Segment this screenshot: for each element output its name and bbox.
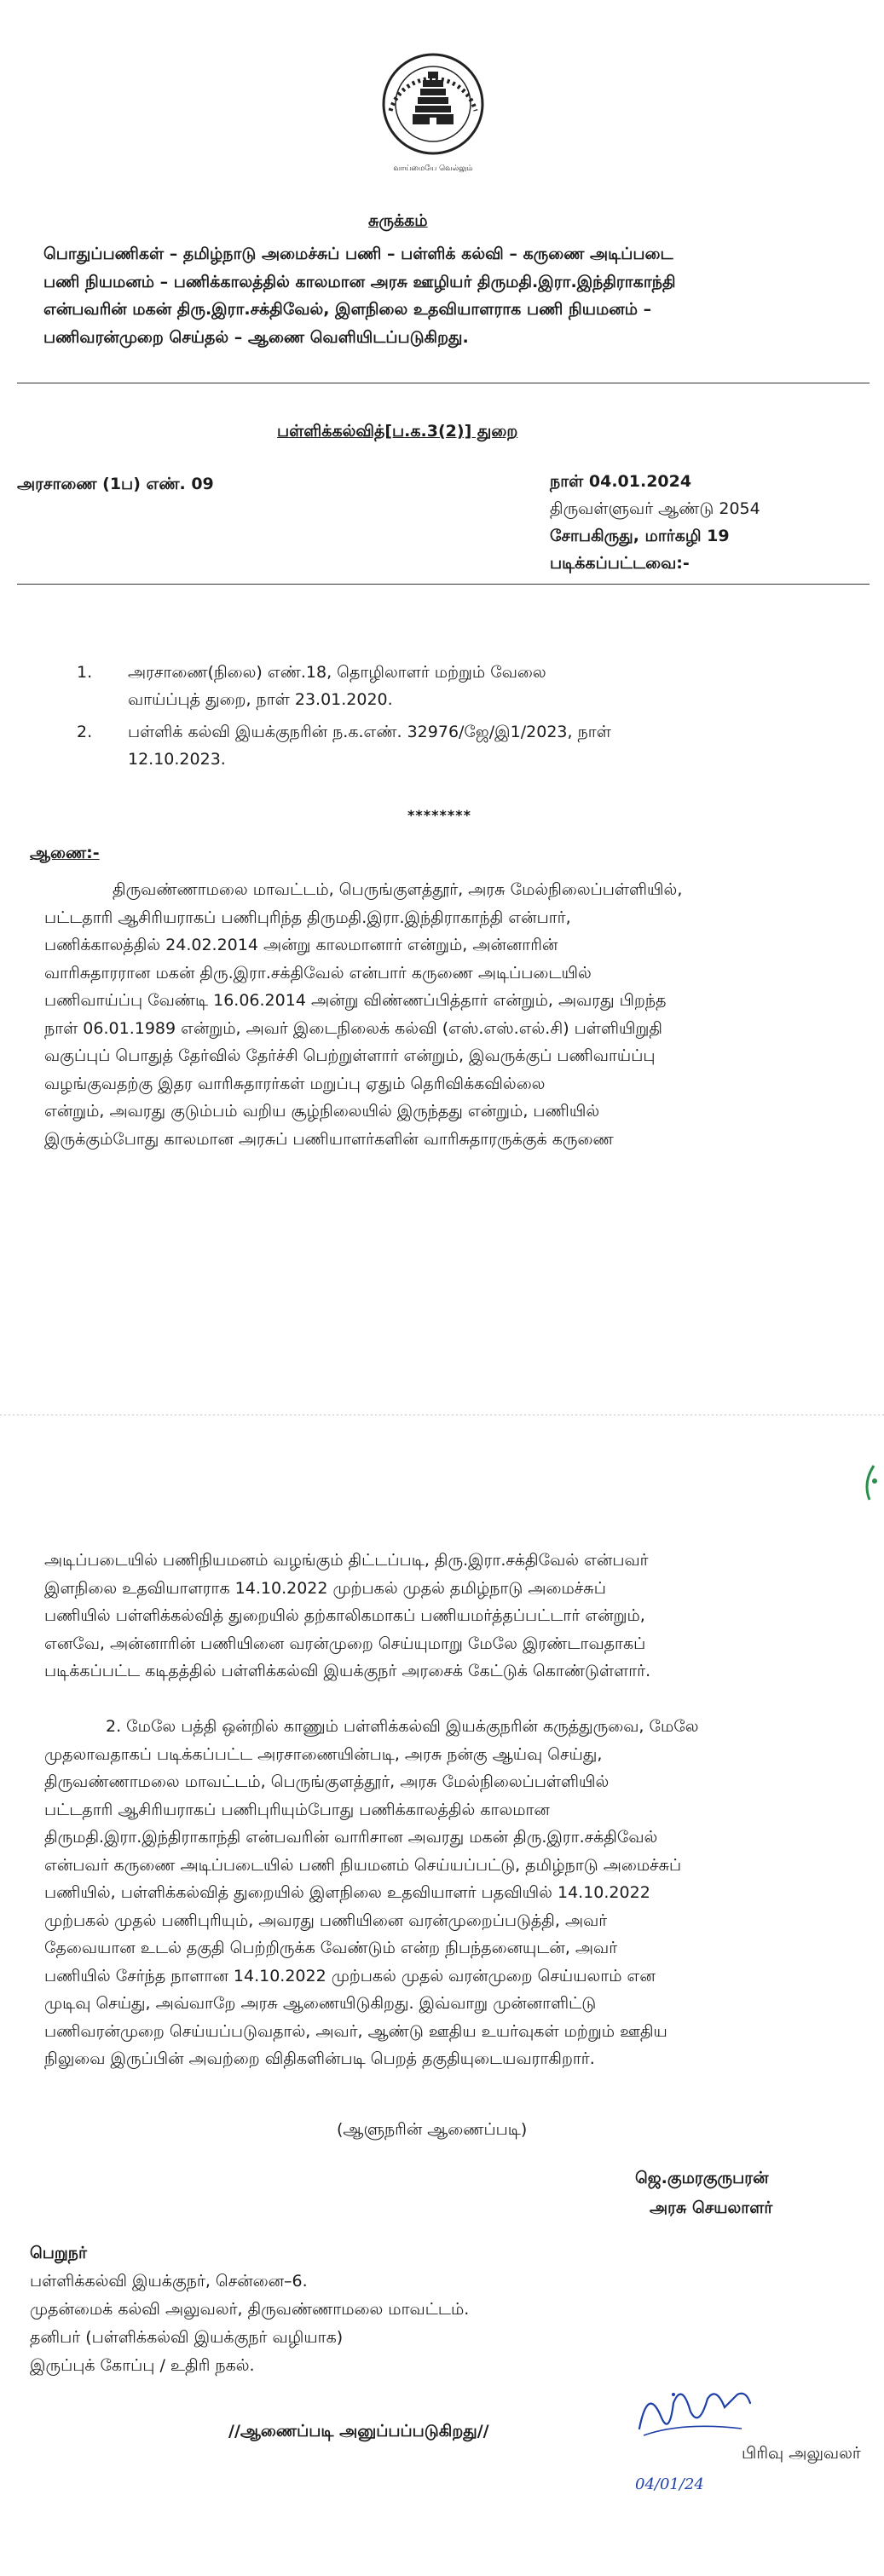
page-break [0, 1415, 884, 1551]
order-line: பட்டதாரி ஆசிரியராகப் பணிபுரியும்போது பணிக்காலத்தில் காலமான [44, 1800, 550, 1819]
order-line: வழங்குவதற்கு இதர வாரிசுதாரர்கள் மறுப்பு ஏதும் தெரிவிக்கவில்லை [44, 1074, 546, 1093]
order-line: என்பவர் கருணை அடிப்படையில் பணி நியமனம் செய்யப்பட்டு, தமிழ்நாடு அமைச்சுப் [44, 1855, 682, 1875]
reference-number: 2. [77, 723, 93, 741]
svg-text:வாய்மையே வெல்லும்: வாய்மையே வெல்லும் [393, 164, 473, 173]
signatory-designation: அரசு செயலாளர் [650, 2199, 773, 2217]
recipient-item: முதன்மைக் கல்வி அலுவலர், திருவண்ணாமலை மாவட்டம். [30, 2300, 470, 2319]
order-line: தேவையான உடல் தகுதி பெற்றிருக்க வேண்டும் என்ற நிபந்தனையுடன், அவர் [44, 1939, 618, 1957]
order-line: நாள் 06.01.1989 என்றும், அவர் இடைநிலைக் கல்வி (எஸ்.எஸ்.எல்.சி) பள்ளியிறுதி [44, 1018, 662, 1038]
tamil-date: சோபகிருது, மார்கழி 19 [550, 527, 730, 545]
forwarded-by-order: //ஆணைப்படி அனுப்பப்படுகிறது// [228, 2422, 489, 2441]
department-title: பள்ளிக்கல்வித்[ப.க.3(2)] துறை [277, 422, 518, 441]
order-line: திருமதி.இரா.இந்திராகாந்தி என்பவரின் வாரிசான அவரது மகன் திரு.இரா.சக்திவேல் [44, 1828, 658, 1847]
governor-order: (ஆளுநரின் ஆணைப்படி) [337, 2120, 528, 2139]
order-paragraph-1 [44, 876, 863, 1153]
abstract-line: பணிவரன்முறை செய்தல் – ஆணை வெளியிடப்படுகிறது. [43, 327, 469, 347]
go-date-block [550, 468, 760, 577]
recipients-block [30, 2239, 469, 2380]
recipient-item: இருப்புக் கோப்பு / உதிரி நகல். [30, 2356, 255, 2375]
handwritten-signature [622, 2369, 776, 2454]
reference-text: வாய்ப்புத் துறை, நாள் 23.01.2020. [128, 690, 393, 709]
state-emblem-seal [373, 43, 493, 179]
references-list [77, 659, 844, 773]
reference-item [77, 659, 844, 713]
order-line: பணியில் சேர்ந்த நாளான 14.10.2022 முற்பகல் முதல் வரன்முறை செய்யலாம் என [44, 1966, 656, 1985]
order-paragraph-2 [44, 1713, 863, 2073]
order-line: முடிவு செய்து, அவ்வாறே அரசு ஆணையிடுகிறது. இவ்வாறு முன்னாளிட்டு [44, 1994, 597, 2013]
reference-text: அரசாணை(நிலை) எண்.18, தொழிலாளர் மற்றும் வேலை [128, 663, 546, 682]
section-officer: பிரிவு அலுவலர் [742, 2444, 861, 2463]
abstract-line: என்பவரின் மகன் திரு.இரா.சக்திவேல், இளநிலை உதவியாளராக பணி நியமனம் – [43, 300, 652, 319]
signatory-name: ஜெ.குமரகுருபரன் [635, 2169, 769, 2187]
order-line: அடிப்படையில் பணிநியமனம் வழங்கும் திட்டப்படி, திரு.இரா.சக்திவேல் என்பவர் [44, 1551, 649, 1570]
order-line: 2. மேலே பத்தி ஒன்றில் காணும் பள்ளிக்கல்வி இயக்குநரின் கருத்துருவை, மேலே [106, 1717, 699, 1736]
order-line: படிக்கப்பட்ட கடிதத்தில் பள்ளிக்கல்வி இயக்குநர் அரசைக் கேட்டுக் கொண்டுள்ளார். [44, 1662, 651, 1680]
order-line: இருக்கும்போது காலமான அரசுப் பணியாளர்களின் வாரிசுதாரருக்குக் கருணை [44, 1129, 614, 1149]
order-line: பணியில் பள்ளிக்கல்வித் துறையில் தற்காலிகமாகப் பணியமர்த்தப்பட்டார் என்றும், [44, 1606, 645, 1625]
go-date: நாள் 04.01.2024 [550, 472, 692, 491]
reference-text: 12.10.2023. [128, 750, 226, 769]
recipient-item: தனிபர் (பள்ளிக்கல்வி இயக்குநர் வழியாக) [30, 2328, 344, 2347]
order-paragraph-1-continued [44, 1547, 863, 1686]
order-line: பணிவரன்முறை செய்யப்படுவதால், அவர், ஆண்டு ஊதிய உயர்வுகள் மற்றும் ஊதிய [44, 2021, 667, 2041]
signature-date: 04/01/24 [635, 2475, 704, 2493]
order-line: திருவண்ணாமலை மாவட்டம், பெருங்குளத்தூர், அரசு மேல்நிலைப்பள்ளியில், [113, 880, 683, 899]
order-line: நிலுவை இருப்பின் அவற்றை விதிகளின்படி பெறத் தகுதியுடையவராகிறார். [44, 2049, 595, 2068]
order-label: ஆணை:- [30, 844, 100, 862]
order-line: வாரிசுதாரரான மகன் திரு.இரா.சக்திவேல் என்பார் கருணை அடிப்படையில் [44, 963, 592, 983]
abstract-body [43, 240, 862, 351]
divider [17, 584, 870, 585]
abstract-title: சுருக்கம் [368, 211, 428, 230]
order-line: பணியில், பள்ளிக்கல்வித் துறையில் இளநிலை உதவியாளர் பதவியில் 14.10.2022 [44, 1883, 650, 1902]
reference-text: பள்ளிக் கல்வி இயக்குநரின் ந.க.எண். 32976/ஜே/இ1/2023, நாள் [128, 723, 611, 741]
order-line: திருவண்ணாமலை மாவட்டம், பெருங்குளத்தூர், அரசு மேல்நிலைப்பள்ளியில் [44, 1772, 610, 1791]
order-line: என்றும், அவரது குடும்பம் வறிய சூழ்நிலையில் இருந்தது என்றும், பணியில் [44, 1102, 600, 1121]
go-number: அரசாணை (1ப) எண். 09 [17, 475, 214, 493]
recipients-label: பெறுநர் [30, 2244, 87, 2262]
reference-number: 1. [77, 663, 93, 682]
order-line: முற்பகல் முதல் பணிபுரியும், அவரது பணியினை வரன்முறைப்படுத்தி, அவர் [44, 1910, 608, 1930]
order-line: பணிவாய்ப்பு வேண்டி 16.06.2014 அன்று விண்ணப்பித்தார் என்றும், அவரது பிறந்த [44, 991, 667, 1010]
order-line: எனவே, அன்னாரின் பணியினை வரன்முறை செய்யுமாறு மேலே இரண்டாவதாகப் [44, 1634, 646, 1653]
abstract-line: பொதுப்பணிகள் – தமிழ்நாடு அமைச்சுப் பணி – பள்ளிக் கல்வி – கருணை அடிப்படை [43, 245, 673, 263]
thiruvalluvar-year: திருவள்ளுவர் ஆண்டு 2054 [550, 499, 760, 518]
read-label: படிக்கப்பட்டவை:- [550, 554, 690, 573]
order-line: இளநிலை உதவியாளராக 14.10.2022 முற்பகல் முதல் தமிழ்நாடு அமைச்சுப் [44, 1578, 606, 1598]
order-line: முதலாவதாகப் படிக்கப்பட்ட அரசாணையின்படி, அரசு நன்கு ஆய்வு செய்து, [44, 1744, 603, 1764]
order-line: பணிக்காலத்தில் 24.02.2014 அன்று காலமானார் என்றும், அன்னாரின் [44, 936, 558, 954]
recipient-item: பள்ளிக்கல்வி இயக்குநர், சென்னை–6. [30, 2272, 308, 2291]
separator-stars: ******** [407, 807, 471, 823]
abstract-line: பணி நியமனம் – பணிக்காலத்தில் காலமான அரசு ஊழியர் திருமதி.இரா.இந்திராகாந்தி [43, 272, 676, 291]
order-line: வகுப்புப் பொதுத் தேர்வில் தேர்ச்சி பெற்றுள்ளார் என்றும், இவருக்குப் பணிவாய்ப்பு [44, 1046, 656, 1065]
reference-item [77, 718, 844, 773]
order-line: பட்டதாரி ஆசிரியராகப் பணிபுரிந்த திருமதி.இரா.இந்திராகாந்தி என்பார், [44, 908, 571, 927]
